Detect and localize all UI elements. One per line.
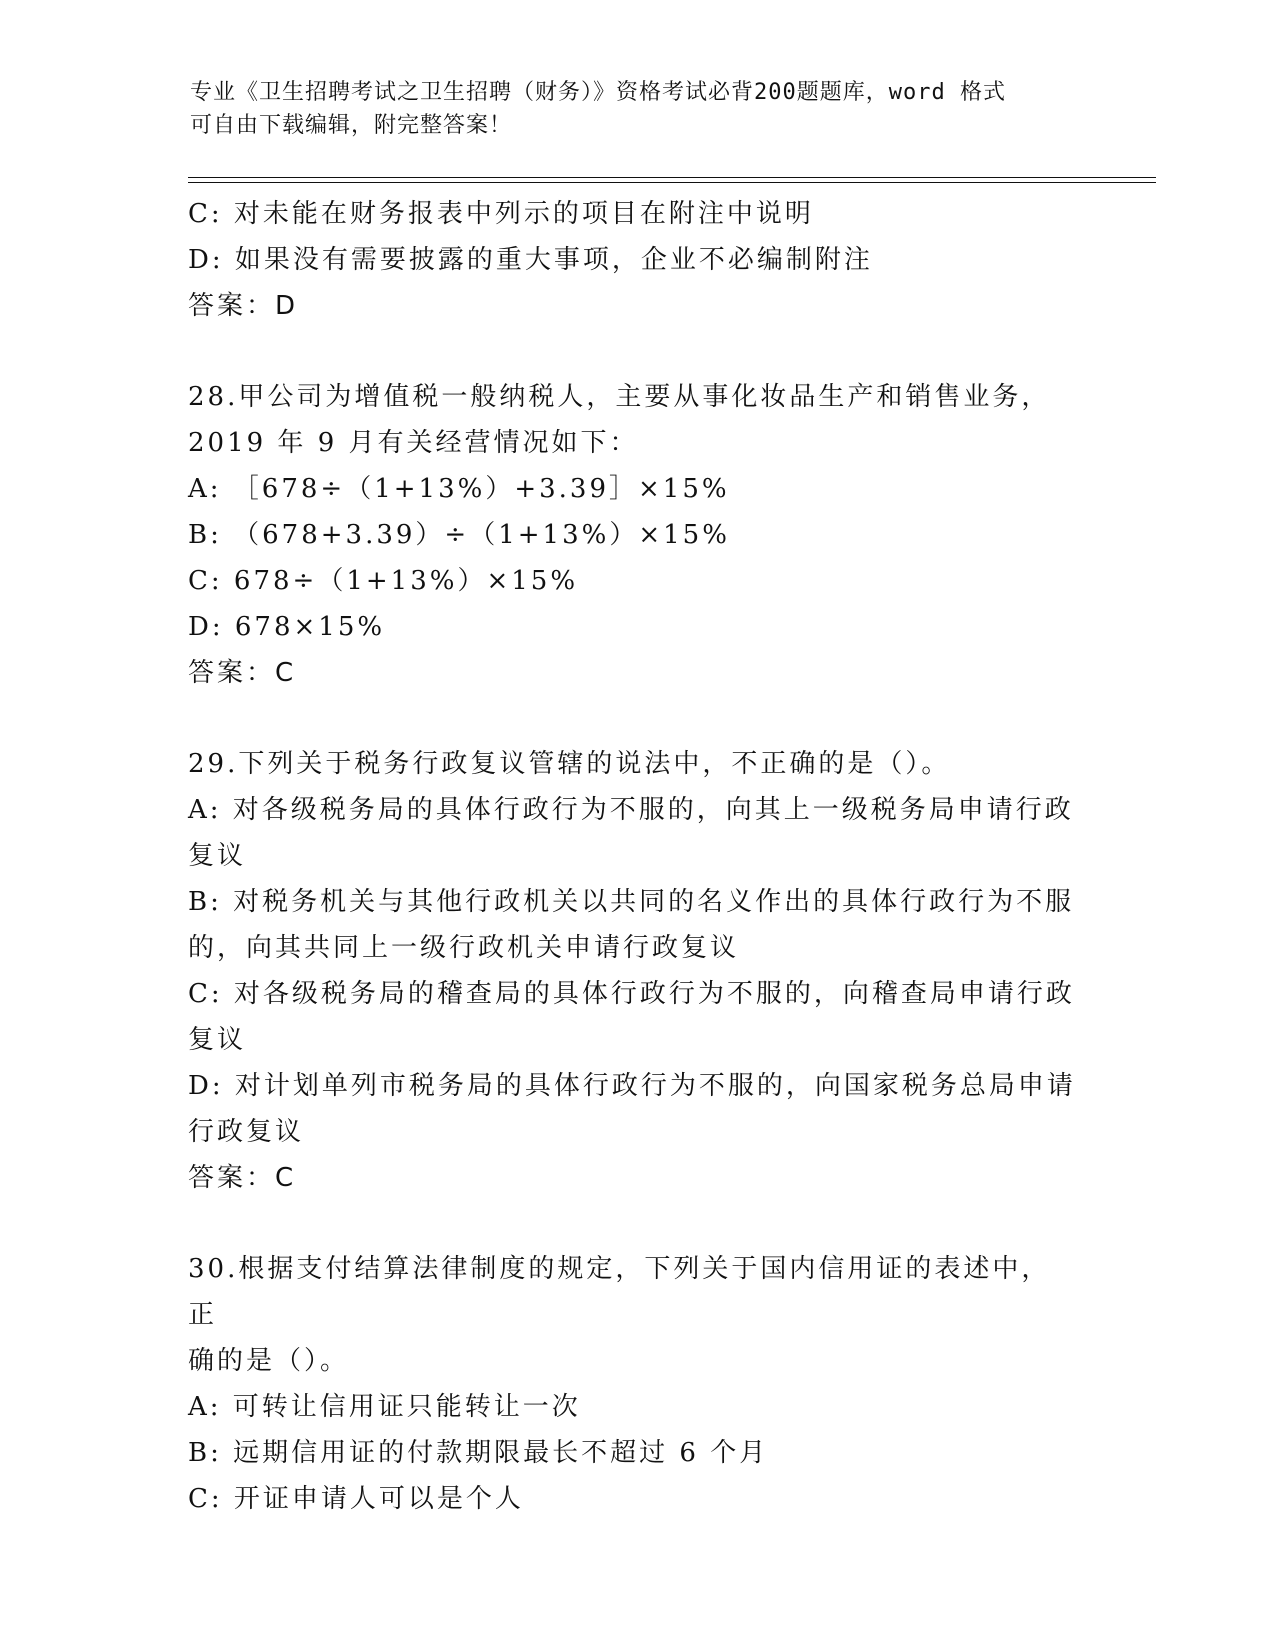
header-divider-bottom — [188, 182, 1156, 183]
option-c: C: 678÷（1+13%）×15% — [188, 566, 579, 596]
option-b: B: （678+3.39）÷（1+13%）×15% — [188, 520, 730, 550]
option-d: D: 如果没有需要披露的重大事项，企业不必编制附注 — [188, 245, 873, 275]
option-d: D: 对计划单列市税务局的具体行政行为不服的，向国家税务总局申请 — [188, 1071, 1076, 1101]
question-stem: 29.下列关于税务行政复议管辖的说法中，不正确的是（）。 — [188, 749, 951, 779]
header-divider-top — [188, 177, 1156, 178]
option-b: B: 对税务机关与其他行政机关以共同的名义作出的具体行政行为不服 — [188, 887, 1075, 917]
question-30 — [188, 1246, 1078, 1522]
answer: 答案：C — [188, 1163, 297, 1193]
header-line-1: 专业《卫生招聘考试之卫生招聘（财务）》资格考试必背200题题库，word 格式 — [190, 80, 1006, 105]
option-b-cont: 的，向其共同上一级行政机关申请行政复议 — [188, 933, 740, 963]
header-line-2: 可自由下载编辑，附完整答案！ — [190, 113, 513, 138]
answer: 答案：C — [188, 658, 297, 688]
question-stem: 30.根据支付结算法律制度的规定，下列关于国内信用证的表述中，正 — [188, 1254, 1051, 1330]
page-header — [190, 76, 1070, 142]
option-c: C: 对未能在财务报表中列示的项目在附注中说明 — [188, 199, 814, 229]
option-d-cont: 行政复议 — [188, 1117, 305, 1147]
question-stem-cont: 2019 年 9 月有关经营情况如下： — [188, 428, 639, 458]
option-c: C: 对各级税务局的稽查局的具体行政行为不服的，向稽查局申请行政 — [188, 979, 1075, 1009]
option-a-cont: 复议 — [188, 841, 247, 871]
option-d: D: 678×15% — [188, 612, 386, 642]
answer: 答案：D — [188, 291, 299, 321]
question-list — [188, 191, 1078, 1522]
option-b: B: 远期信用证的付款期限最长不超过 6 个月 — [188, 1438, 769, 1468]
option-a: A: 对各级税务局的具体行政行为不服的，向其上一级税务局申请行政 — [188, 795, 1074, 825]
question-stem-cont: 确的是（）。 — [188, 1346, 350, 1376]
option-c: C: 开证申请人可以是个人 — [188, 1484, 524, 1514]
option-a: A: ［678÷（1+13%）+3.39］×15% — [188, 474, 730, 504]
option-a: A: 可转让信用证只能转让一次 — [188, 1392, 581, 1422]
question-27-tail — [188, 191, 1078, 329]
question-29 — [188, 741, 1078, 1201]
question-stem: 28.甲公司为增值税一般纳税人，主要从事化妆品生产和销售业务， — [188, 382, 1051, 412]
option-c-cont: 复议 — [188, 1025, 247, 1055]
question-28 — [188, 374, 1078, 696]
